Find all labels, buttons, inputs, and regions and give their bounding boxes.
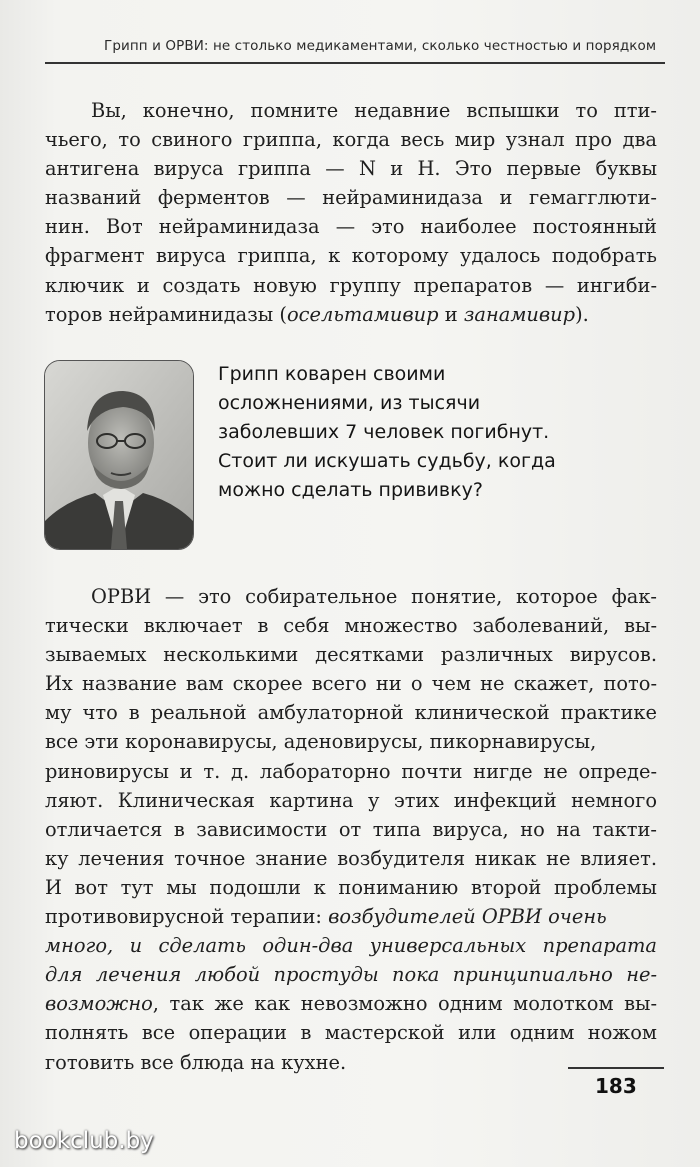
quote-line: Стоит ли искушать судьбу, когда (218, 450, 556, 472)
footer-rule (568, 1067, 664, 1069)
text-line: зываемых несколькими десятками различных вирусов. (45, 643, 657, 667)
text-fragment: и (438, 302, 464, 326)
italic-emphasis: возможно (45, 992, 153, 1016)
site-watermark: bookclub.by (14, 1128, 154, 1154)
italic-line: много, и сделать один-два универсальных препарата (45, 934, 657, 958)
quote-line: осложнениями, из тысячи (218, 392, 481, 414)
text-line: названий ферментов — нейраминидаза и гемагглюти- (45, 186, 657, 210)
text-fragment: противовирусной терапии: (45, 905, 329, 929)
text-line (45, 902, 657, 931)
text-line (45, 300, 657, 329)
text-line: фрагмент вируса гриппа, к которому удалось подобрать (45, 244, 657, 268)
text-line: чьего, то свиного гриппа, когда весь мир узнал про два (45, 128, 657, 152)
text-fragment: торов нейраминидазы ( (45, 302, 287, 326)
text-line: тически включает в себя множество заболеваний, вы- (45, 614, 657, 638)
text-line: И вот тут мы подошли к пониманию второй проблемы (45, 875, 657, 899)
text-line: му что в реальной амбулаторной клинической практике (45, 701, 657, 725)
pull-quote (218, 360, 638, 505)
italic-line: для лечения любой простуды пока принципиально не- (45, 963, 657, 987)
text-line: риновирусы и т. д. лабораторно почти нигде не опреде- (45, 759, 657, 783)
text-fragment: , так же как невозможно одним молотком вы- (152, 992, 657, 1016)
author-photo (44, 360, 194, 550)
text-line: Их название вам скорее всего ни о чем не скажет, пото- (45, 672, 657, 696)
italic-emphasis: возбудителей ОРВИ очень (328, 905, 607, 929)
text-line: ОРВИ — это собирательное понятие, которое фак- (91, 585, 657, 608)
text-line: Вы, конечно, помните недавние вспышки то пти- (91, 99, 657, 122)
text-line: нин. Вот нейраминидаза — это наиболее постоянный (45, 215, 657, 239)
text-line: готовить все блюда на кухне. (45, 1050, 347, 1074)
text-line: ключик и создать новую группу препаратов — ингиби- (45, 273, 657, 297)
quote-line: можно сделать прививку? (218, 479, 483, 501)
paragraph-flu-antigens (45, 96, 657, 329)
page-number: 183 (595, 1074, 637, 1098)
running-head: Грипп и ОРВИ: не столько медикаментами, сколько честностью и порядком (104, 38, 657, 54)
text-line: полнять все операции в мастерской или одним ножом (45, 1021, 657, 1045)
text-line: ляют. Клиническая картина у этих инфекций немного (45, 788, 657, 812)
author-portrait-image (45, 361, 193, 549)
text-fragment: ). (575, 302, 589, 326)
quote-line: заболевших 7 человек погибнут. (218, 421, 550, 443)
quote-line: Грипп коварен своими (218, 363, 446, 385)
paragraph-arvi (45, 582, 657, 1077)
text-line: антигена вируса гриппа — N и H. Это первые буквы (45, 157, 657, 181)
text-line: отличается в зависимости от типа вируса, но на такти- (45, 817, 657, 841)
text-line: все эти коронавирусы, аденовирусы, пикорнавирусы, (45, 730, 597, 754)
header-rule (45, 62, 665, 64)
drug-name-zanamivir: занамивир (463, 302, 576, 326)
drug-name-oseltamivir: осельтамивир (286, 302, 439, 326)
text-line: ку лечения точное знание возбудителя никак не влияет. (45, 846, 657, 870)
text-line (45, 989, 657, 1018)
